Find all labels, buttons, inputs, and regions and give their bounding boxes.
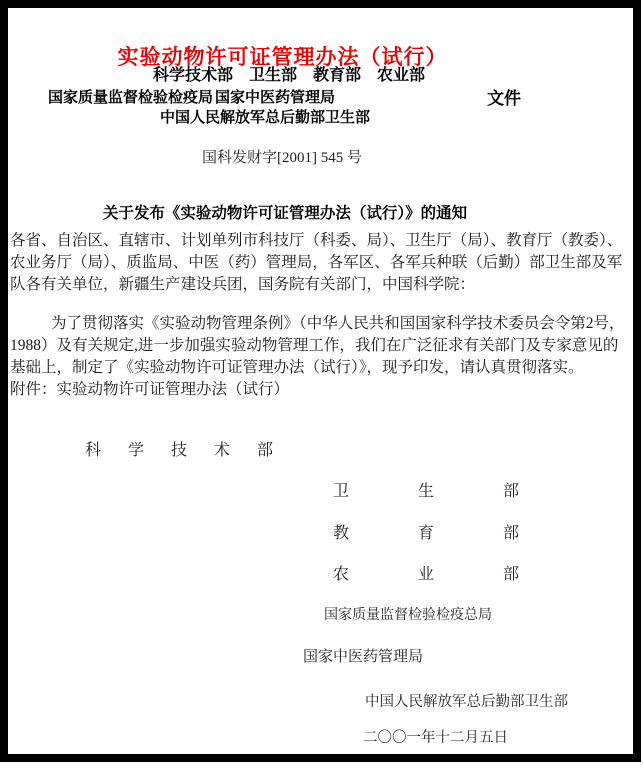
signature-agriculture-ministry: 农业部 — [333, 566, 589, 583]
document-number: 国科发财字[2001] 545 号 — [202, 150, 362, 166]
signature-pla-health: 中国人民解放军总后勤部卫生部 — [365, 694, 568, 710]
signature-health-ministry: 卫生部 — [333, 483, 589, 500]
signature-tcm-bureau: 国家中医药管理局 — [303, 649, 424, 665]
signature-education-ministry: 教育部 — [333, 525, 589, 542]
recipients-paragraph: 各省、自治区、直辖市、计划单列市科技厅（科委、局）、卫生厅（局）、教育厅（教委）、农业务厅（局）、质监局、中医（药）管理局，各军区、各军兵种联（后勤）部卫生部及军队各有关单位，新疆生产建设兵团，国务院有关部门，中国科学院： — [10, 232, 623, 293]
letterhead-pla-health: 中国人民解放军总后勤部卫生部 — [160, 109, 371, 126]
document-title: 实验动物许可证管理办法（试行） — [117, 46, 448, 70]
letterhead-tcm-bureau: 国家中医药管理局 — [215, 89, 336, 106]
letterhead-quality-bureau: 国家质量监督检验检疫局 — [48, 89, 214, 106]
agency-agriculture: 农业部 — [377, 67, 426, 84]
letterhead-document-word: 文件 — [487, 89, 521, 108]
agency-science: 科学技术部 — [153, 67, 234, 84]
agency-education: 教育部 — [313, 67, 362, 84]
letterhead-agencies-line1 — [153, 62, 425, 85]
attachment-line: 附件：实验动物许可证管理办法（试行） — [10, 381, 290, 398]
notice-title: 关于发布《实验动物许可证管理办法（试行）》的通知 — [102, 204, 468, 222]
body-paragraph: 为了贯彻落实《实验动物管理条例》（中华人民共和国国家科学技术委员会令第2号，1988）及有关规定,进一步加强实验动物管理工作，我们在广泛征求有关部门及专家意见的基础上，制定了《实验动物许可证管理办法（试行）》，现予印发，请认真贯彻落实。 — [10, 315, 625, 376]
signature-quality-bureau: 国家质量监督检验检疫总局 — [324, 608, 492, 623]
signature-date: 二〇〇一年十二月五日 — [363, 730, 508, 746]
signature-science-ministry: 科学技术部 — [85, 442, 301, 459]
agency-health: 卫生部 — [249, 67, 298, 84]
